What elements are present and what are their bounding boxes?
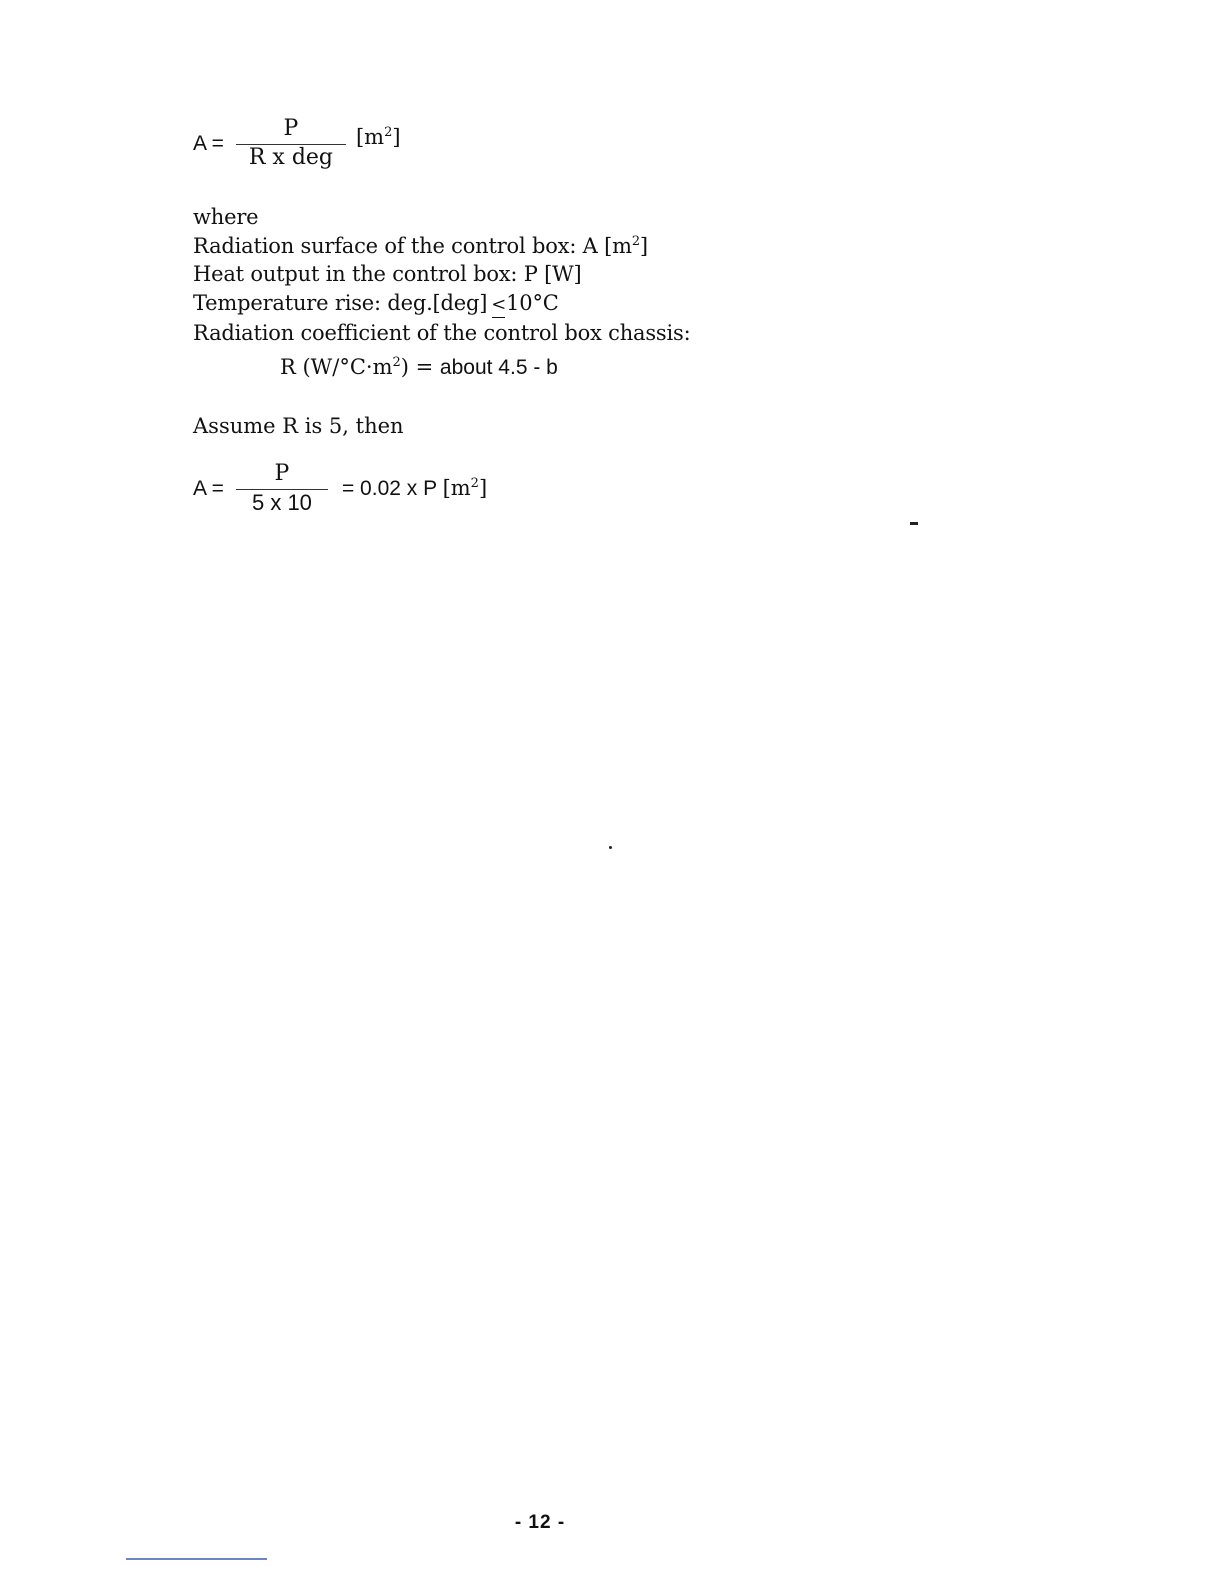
temperature-rise-text: Temperature rise: deg.[deg] xyxy=(193,290,488,315)
coefficient-suffix: ) = xyxy=(400,355,440,379)
formula2-fraction xyxy=(236,463,328,514)
formula2-unit-exponent: 2 xyxy=(470,476,479,491)
coefficient-prefix: R (W/°C·m xyxy=(280,355,393,379)
unit-close: ] xyxy=(392,125,401,149)
scan-artifact-dot xyxy=(609,846,612,849)
variable-definitions xyxy=(193,203,690,348)
temperature-rise-value: 10°C xyxy=(506,290,559,315)
area-formula xyxy=(193,118,401,169)
formula2-lhs: A = xyxy=(193,477,224,500)
radiation-coefficient-line: Radiation coefficient of the control box chassis: xyxy=(193,321,691,346)
unit-exponent: 2 xyxy=(384,125,393,140)
formula-denominator: R x deg xyxy=(248,145,334,170)
radiation-surface-exponent: 2 xyxy=(631,233,640,249)
footer-rule xyxy=(126,1558,267,1560)
area-formula-evaluated xyxy=(193,463,487,514)
where-label: where xyxy=(193,205,259,229)
formula2-unit xyxy=(443,476,488,500)
coefficient-exponent: 2 xyxy=(392,355,401,370)
formula2-numerator: P xyxy=(274,461,290,486)
page-number: - 12 - xyxy=(514,1512,566,1533)
formula2-unit-base: [m xyxy=(442,476,471,500)
formula2-result xyxy=(342,478,487,499)
formula-numerator: P xyxy=(283,116,299,141)
scan-artifact-dash xyxy=(910,522,918,525)
unit-base: [m xyxy=(355,125,385,149)
radiation-surface-line xyxy=(193,232,690,261)
formula2-result-text: = 0.02 x P xyxy=(341,477,443,500)
formula-fraction xyxy=(236,118,346,169)
radiation-surface-close: ] xyxy=(639,233,648,258)
formula-lhs: A = xyxy=(193,132,224,155)
less-equal-symbol: < xyxy=(491,291,506,320)
formula2-denominator: 5 x 10 xyxy=(251,490,312,515)
coefficient-expression xyxy=(280,355,558,380)
temperature-rise-line xyxy=(193,289,690,320)
formula-unit xyxy=(356,127,401,148)
coefficient-value: about 4.5 - b xyxy=(439,356,558,379)
heat-output-line: Heat output in the control box: P [W] xyxy=(193,262,582,287)
formula2-unit-close: ] xyxy=(478,476,488,500)
radiation-surface-text: Radiation surface of the control box: A [m xyxy=(193,233,632,258)
assumption-text: Assume R is 5, then xyxy=(193,414,404,438)
